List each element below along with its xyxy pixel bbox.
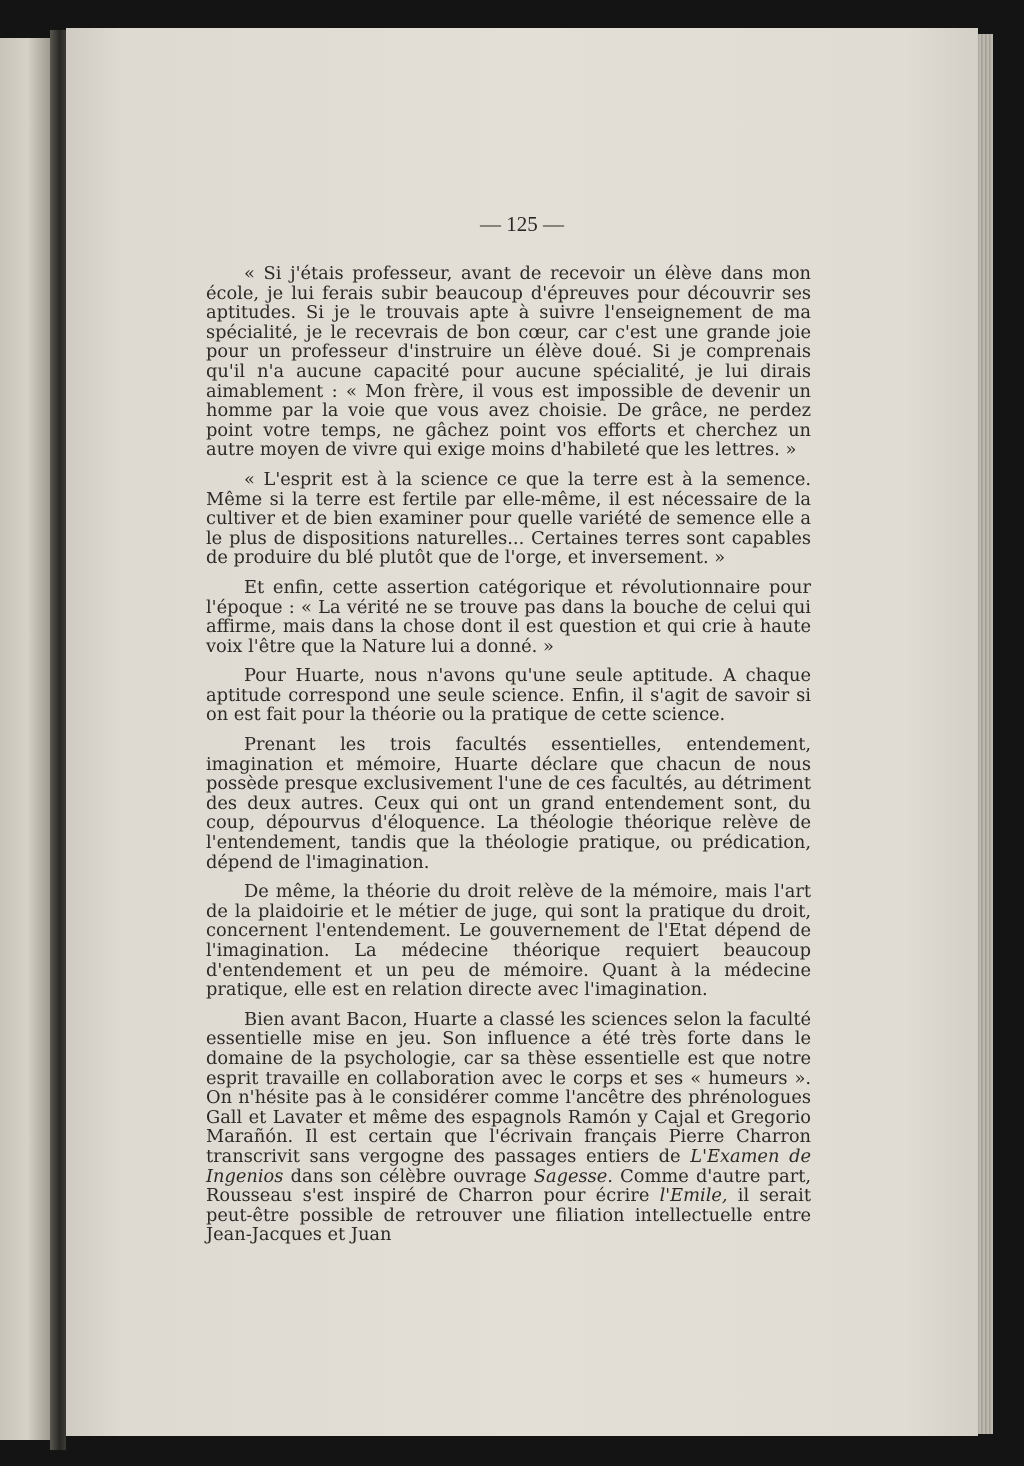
body-text	[206, 264, 811, 1245]
book-title-sagesse: Sagesse.	[533, 1165, 613, 1187]
paragraph-7-text-3: Comme d'autre part, Rousseau s'est inspiré de Charron pour écrire	[206, 1165, 811, 1207]
paragraph-1: « Si j'étais professeur, avant de recevoir un élève dans mon école, je lui ferais subir beaucoup d'épreuves pour découvrir ses aptitudes. Si je le trouvais apte à suivre l'enseignement de ma spécialité, je le recevrais de bon cœur, car c'est une grande joie pour un professeur d'instruire un élève doué. Si je comprenais qu'il n'a aucune capacité pour aucune spécialité, je lui dirais aimablement : « Mon frère, il vous est impossible de devenir un homme par la voie que vous avez choisie. De grâce, ne perdez point votre temps, ne gâchez point vos efforts et cherchez un autre moyen de vivre qui exige moins d'habileté que les lettres. »	[206, 263, 811, 461]
book-title-emile: l'Emile,	[659, 1185, 728, 1207]
left-page-edge	[0, 38, 50, 1440]
paragraph-7-text-1: Bien avant Bacon, Huarte a classé les sciences selon la faculté essentielle mise en jeu. Son influence a été très forte dans le domaine de la psychologie, car sa thèse essentielle est que notre esprit travaille en collaboration avec le corps et ses « humeurs ». On n'hésite pas à le considérer comme l'ancêtre des phrénologues Gall et Lavater et même des espagnols Ramón y Cajal et Gregorio Marañón. Il est certain que l'écrivain français Pierre Charron transcrivit sans vergogne des passages entiers de	[206, 1008, 811, 1167]
book-gutter	[50, 30, 66, 1450]
paragraph-7-text-4: il serait peut-être possible de retrouver une filiation intellectuelle entre Jean-Jacques et Juan	[206, 1185, 811, 1246]
paragraph-3: Et enfin, cette assertion catégorique et révolutionnaire pour l'époque : « La vérité ne se trouve pas dans la bouche de celui qui affirme, mais dans la chose dont il est question et qui crie à haute voix l'être que la Nature lui a donné. »	[206, 576, 811, 657]
book-title-examen-de-ingenios: L'Examen de Ingenios	[206, 1145, 812, 1187]
paragraph-4: Pour Huarte, nous n'avons qu'une seule aptitude. A chaque aptitude correspond une seule science. Enfin, il s'agit de savoir si on est fait pour la théorie ou la pratique de cette science.	[206, 665, 811, 726]
paragraph-7	[206, 1010, 811, 1245]
paragraph-5: Prenant les trois facultés essentielles, entendement, imagination et mémoire, Huarte déclare que chacun de nous possède presque exclusivement l'une de ces facultés, au détriment des deux autres. Ceux qui ont un grand entendement sont, du coup, dépourvus d'éloquence. La théologie théorique relève de l'entendement, tandis que la théologie pratique, ou prédication, dépend de l'imagination.	[206, 734, 811, 873]
paragraph-7-text-2: dans son célèbre ouvrage	[283, 1165, 534, 1187]
paragraph-6: De même, la théorie du droit relève de la mémoire, mais l'art de la plaidoirie et le métier de juge, qui sont la pratique du droit, concernent l'entendement. Le gouvernement de l'Etat dépend de l'imagination. La médecine théorique requiert beaucoup d'entendement et un peu de mémoire. Quant à la médecine pratique, elle est en relation directe avec l'imagination.	[206, 881, 811, 1001]
paragraph-2: « L'esprit est à la science ce que la terre est à la semence. Même si la terre est fertile par elle-même, il est nécessaire de la cultiver et de bien examiner pour quelle variété de semence elle a le plus de dispositions naturelles... Certaines terres sont capables de produire du blé plutôt que de l'orge, et inversement. »	[206, 468, 811, 569]
book-page	[66, 28, 978, 1436]
page-number: — 125 —	[480, 212, 564, 236]
